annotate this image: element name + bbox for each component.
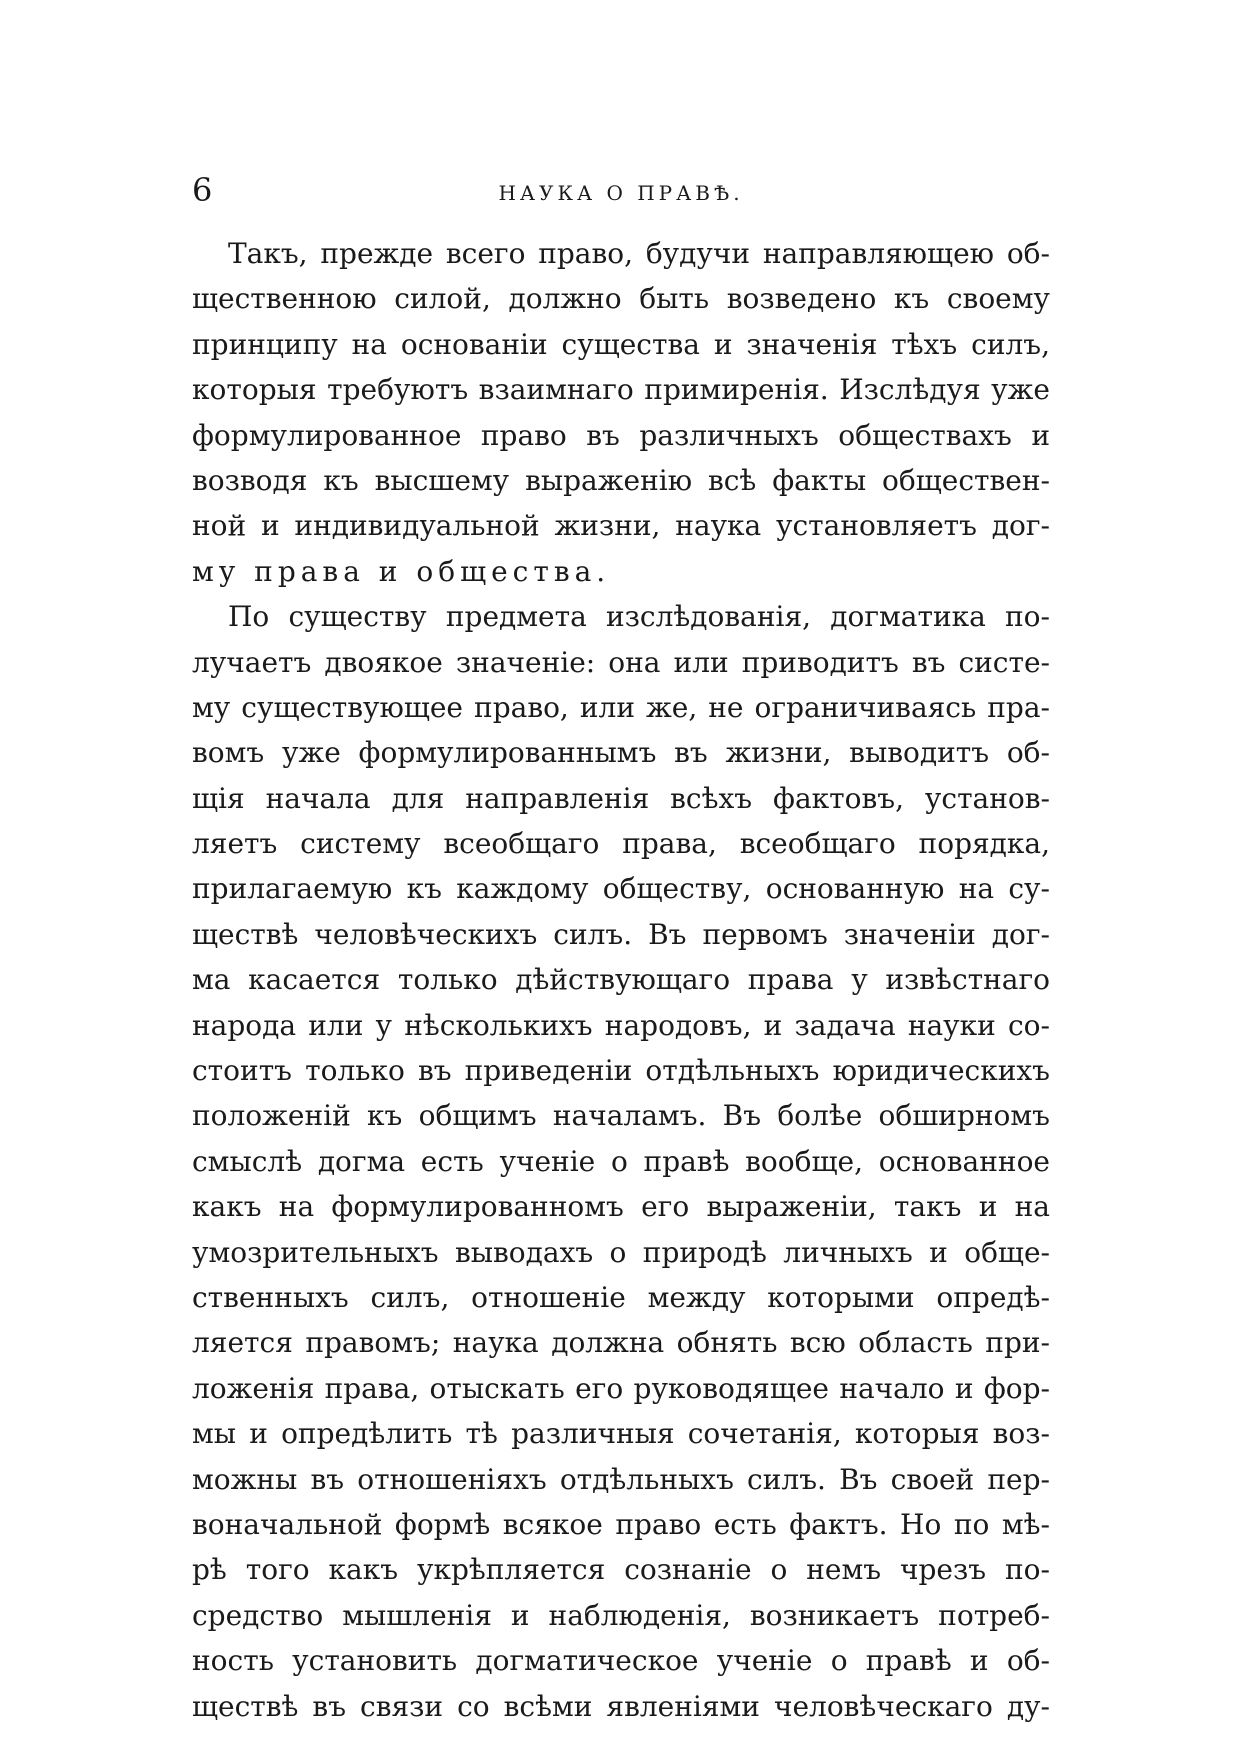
text-line: лучаетъ двоякое значенiе: она или приводитъ въ систе- — [192, 645, 1050, 679]
page-number: 6 — [192, 171, 213, 209]
text-line: ной и индивидуальной жизни, наука установляетъ дог- — [192, 509, 1050, 543]
text-line: ществѣ въ связи со всѣми явленiями человѣческаго ду- — [192, 1689, 1050, 1723]
text-line: ственныхъ силъ, отношенiе между которыми опредѣ- — [192, 1280, 1050, 1314]
body-text — [192, 231, 1050, 1729]
text-line: му права и общества. — [192, 554, 611, 588]
text-line: ляется правомъ; наука должна обнять всю область при- — [192, 1326, 1050, 1360]
text-line: ществѣ человѣческихъ силъ. Въ первомъ значенiи дог- — [192, 917, 1050, 951]
text-line: ложенiя права, отыскать его руководящее начало и фор- — [192, 1371, 1050, 1405]
text-line: положенiй къ общимъ началамъ. Въ болѣе обширномъ — [192, 1099, 1050, 1133]
paragraph-2 — [192, 594, 1050, 1729]
text-line: ляетъ систему всеобщаго права, всеобщаго порядка, — [192, 827, 1050, 861]
text-line: ность установить догматическое ученiе о правѣ и об- — [192, 1644, 1050, 1678]
text-line: Такъ, прежде всего право, будучи направляющею об- — [228, 237, 1050, 270]
text-line: стоитъ только въ приведенiи отдѣльныхъ юридическихъ — [192, 1054, 1050, 1088]
text-line: По существу предмета изслѣдованiя, догматика по- — [228, 600, 1050, 634]
text-line: ма касается только дѣйствующаго права у извѣстнаго — [192, 963, 1050, 997]
text-line: прилагаемую къ каждому обществу, основанную на су- — [192, 872, 1050, 906]
text-line: которыя требуютъ взаимнаго примиренiя. Изслѣдуя уже — [192, 373, 1050, 407]
text-line: мы и опредѣлить тѣ различныя сочетанiя, которыя воз- — [192, 1417, 1050, 1451]
text-line: умозрительныхъ выводахъ о природѣ личныхъ и обще- — [192, 1235, 1050, 1269]
text-line: народа или у нѣсколькихъ народовъ, и задача науки со- — [192, 1008, 1050, 1042]
text-line: рѣ того какъ укрѣпляется сознанiе о немъ чрезъ по- — [192, 1553, 1050, 1587]
text-line: вомъ уже формулированнымъ въ жизни, выводитъ об- — [192, 736, 1050, 770]
paragraph-1 — [192, 231, 1050, 594]
text-line: му существующее право, или же, не ограничиваясь пра- — [192, 690, 1050, 724]
text-line: принципу на основанiи существа и значенiя тѣхъ силъ, — [192, 327, 1050, 361]
text-line: смыслѣ догма есть ученiе о правѣ вообще, основанное — [192, 1144, 1050, 1178]
text-line: возводя къ высшему выраженiю всѣ факты обществен- — [192, 463, 1050, 497]
text-line: можны въ отношенiяхъ отдѣльныхъ силъ. Въ своей пер- — [192, 1462, 1050, 1496]
running-title: НАУКА О ПРАВѢ. — [498, 181, 744, 205]
text-line: воначальной формѣ всякое право есть фактъ. Но по мѣ- — [192, 1507, 1050, 1541]
text-line: формулированное право въ различныхъ обществахъ и — [192, 418, 1050, 452]
text-line: какъ на формулированномъ его выраженiи, такъ и на — [192, 1190, 1050, 1224]
text-line: средство мышленiя и наблюденiя, возникаетъ потреб- — [192, 1598, 1050, 1632]
running-head — [192, 168, 1050, 218]
text-line: щественною силой, должно быть возведено къ своему — [192, 282, 1050, 316]
text-line: щiя начала для направленiя всѣхъ фактовъ, установ- — [192, 781, 1050, 815]
